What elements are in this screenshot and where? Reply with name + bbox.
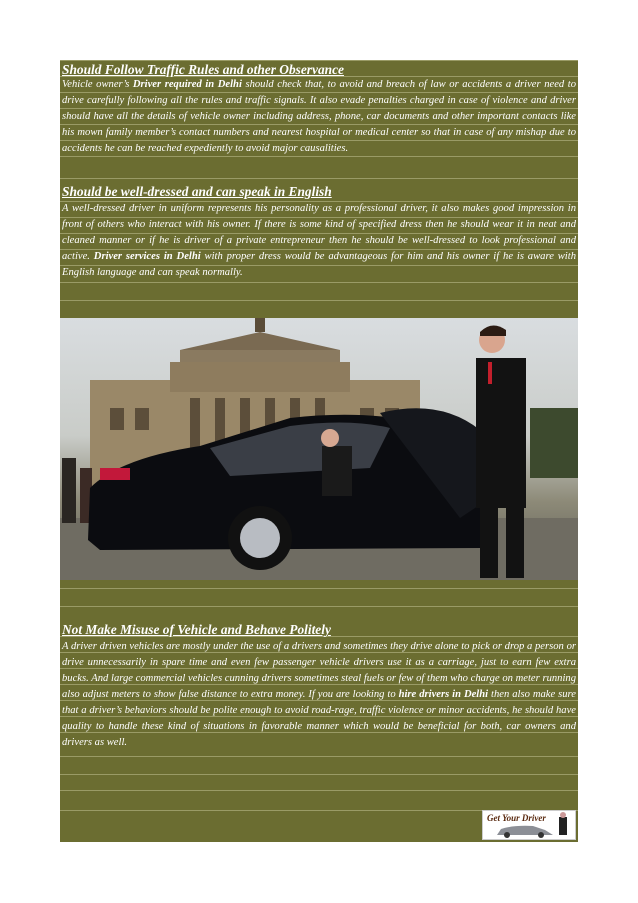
rule-line (60, 774, 578, 775)
rule-line (60, 282, 578, 283)
section-heading-traffic-rules: Should Follow Traffic Rules and other Observance (62, 62, 344, 77)
rule-line (60, 588, 578, 589)
chauffeur-car-photo (60, 318, 578, 580)
get-your-driver-logo (482, 810, 576, 840)
svg-text:Get Your Driver: Get Your Driver (487, 813, 546, 823)
content-panel (60, 60, 578, 842)
section-text-well-dressed: A well-dressed driver in uniform represents his personality as a professional driver, it also makes good impression in front of others who interact with his owner. If there is some kind of specified dress then he should wear it in neat and cleaned manner or if he is driver of a private entrepreneur then he should be well-dressed to look professional and active. Driver services in Delhi with proper dress would be advantageous for him and his owner if he is aware with English language and can speak normally. (62, 203, 576, 278)
section-text-vehicle-misuse: A driver driven vehicles are mostly under the use of a drivers and sometimes they drive alone to pick or drop a person or drive unnecessarily in spare time and even few passenger vehicle drivers use it as a carriage, just to earn few extra bucks. And large commercial vehicles cunning drivers sometimes steal fuels or few of them who charge on meter running also adjust meters to show false distance to extra money. If you are looking to hire drivers in Delhi then also make sure that a driver’s behaviors should be polite enough to avoid road-rage, traffic violence or minor accidents, he should have quality to handle these kind of situations in favorable manner which would be beneficial for both, car owners and drivers as well. (62, 641, 576, 748)
rule-line (60, 178, 578, 179)
rule-line (60, 60, 578, 61)
rule-line (60, 300, 578, 301)
rule-line (60, 606, 578, 607)
section-text-traffic-rules: Vehicle owner’s Driver required in Delhi should check that, to avoid and breach of law or accidents a driver need to drive carefully following all the rules and traffic signals. It also evade penalties charged in case of violence and driver should have all the details of vehicle owner including address, phone, car documents and other important contacts like his mown family member’s contact numbers and nearest hospital or medical center so that in case of any mishap due to accidents he can be reached expediently to avoid major causalities. (62, 79, 576, 154)
section-heading-well-dressed: Should be well-dressed and can speak in English (62, 184, 332, 199)
rule-line (60, 756, 578, 757)
section-heading-vehicle-misuse: Not Make Misuse of Vehicle and Behave Politely (62, 622, 331, 637)
rule-line (60, 790, 578, 791)
